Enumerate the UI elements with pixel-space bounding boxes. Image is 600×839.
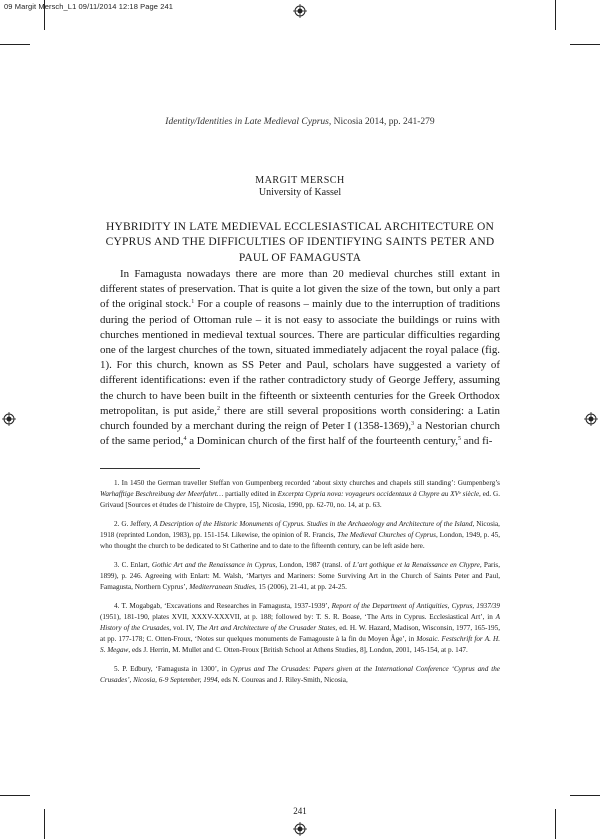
author-name: MARGIT MERSCH — [255, 175, 345, 186]
footnote-ref: 3 — [411, 421, 415, 428]
footnote-2: 2. G. Jeffery, A Description of the Historic Monuments of Cyprus. Studies in the Archaeology and Architecture of the Island, Nicosia, 1918 (reprinted London, 1983), pp. 151-154. Likewise, the opinion of R. Francis, The Medieval Churches of Cyprus, London, 1949, p. 45, who thought the church to be dedicated to St Catherine and to date to the fifteenth century, can be left aside here. — [100, 520, 500, 550]
footnote-ref: 1 — [191, 299, 195, 306]
crop-mark — [555, 0, 556, 30]
footnote-3: 3. C. Enlart, Gothic Art and the Renaissance in Cyprus, London, 1987 (transl. of L’art gothique et la Renaissance en Chypre, Paris, 1899), p. 246. Agreeing with Enlart: M. Walsh, ‘Martyrs and Mariners: Some Surviving Art in the Church of Saints Peter and Paul, Famagusta, Northern Cyprus’, Mediterranean Studies, 15 (2006), 21-41, at pp. 24-25. — [100, 561, 501, 591]
registration-mark-icon — [2, 412, 16, 426]
footnote-ref: 2 — [216, 405, 220, 412]
crop-mark — [570, 44, 600, 45]
footnote-rule — [100, 468, 200, 469]
footnote-ref: 5 — [457, 436, 461, 443]
running-head-pages: Nicosia 2014, pp. 241-279 — [331, 117, 435, 127]
footnote-5: 5. P. Edbury, ‘Famagusta in 1300’, in Cyprus and The Crusades: Papers given at the International Conference ‘Cyprus and the Crusades’, Nicosia, 6-9 September, 1994, eds N. Coureas and J. Riley-Smith, Nicosia, — [100, 665, 500, 684]
registration-mark-icon — [293, 822, 307, 836]
body-text-run: In Famagusta nowadays there are more than 20 medieval churches still extant in different states of preservation. That is quite a lot given the size of the town, but only a part of the original stock. — [100, 268, 500, 311]
crop-mark — [0, 44, 30, 45]
footnote-ref: 4 — [183, 436, 187, 443]
body-paragraph — [100, 267, 500, 449]
page-number: 241 — [293, 806, 307, 816]
printer-slug: 09 Margit Mersch_L1 09/11/2014 12:18 Page 241 — [4, 2, 174, 11]
body-text-run: a Dominican church of the first half of the fourteenth century, — [186, 435, 458, 448]
footnote-4: 4. T. Mogabgab, ‘Excavations and Researches in Famagusta, 1937-1939’, Report of the Department of Antiquities, Cyprus, 1937/39 (1951), 181-190, plates XVII, XXXV-XXXVII, at p. 188; followed by: T. S. R. Boase, ‘The Arts in Cyprus. Ecclesiastical Art’, in A History of the Crusades, vol. IV, The Art and Architecture of the Crusader States, ed. H. W. Hazard, Madison, Wisconsin, 1977, 165-195, at pp. 177-178; C. Otten-Froux, ‘Notes sur quelques monuments de Famagouste à la fin du Moyen Âge’, in Mosaic. Festschrift for A. H. S. Megaw, eds J. Herrin, M. Mullet and C. Otten-Froux [British School at Athens Studies, 8], London, 2001, 145-154, at p. 147. — [100, 602, 500, 654]
running-head-title: Identity/Identities in Late Medieval Cyprus, — [165, 117, 332, 127]
body-text-run: there are still several propositions worth considering: a Latin church founded by a merchant during the reign of Peter I (1358-1369), — [100, 404, 500, 433]
crop-mark — [44, 0, 45, 30]
crop-mark — [0, 795, 30, 796]
registration-mark-icon — [584, 412, 598, 426]
body-text-run: For a couple of reasons – mainly due to the interruption of traditions during the period of Ottoman rule – it is not easy to associate the buildings or ruins with churches mentioned in medieval textual sources. There are particular difficulties regarding one of the largest churches of the town, situated immediately adjacent the royal palace (fig. 1). For this church, known as SS Peter and Paul, scholars have suggested a variety of different identifications: even if the rather contradictory study of George Jeffery, assuming the church to have been built in the fifteenth or sixteenth centuries for the Greek Orthodox metropolitan, is put aside, — [100, 298, 500, 417]
body-text-run: and fi- — [460, 435, 493, 448]
author-affiliation: University of Kassel — [258, 187, 342, 198]
body-text-run: a Nestorian church of the same period, — [100, 420, 500, 448]
footnote-1: 1. In 1450 the German traveller Steffan von Gumpenberg recorded ‘about sixty churches and chapels still standing’: Gumpenberg’s Warhafftige Beschreibung der Meerfahrt… partially edited in Excerpta Cypria nova: voyageurs occidentaux à Chypre au XVᵉ siècle, ed. G. Grivaud [Sources et études de l’histoire de Chypre, 15], Nicosia, 1990, pp. 62-70, no. 14, at p. 63. — [100, 479, 500, 509]
article-title: HYBRIDITY IN LATE MEDIEVAL ECCLESIASTICAL ARCHITECTURE ON CYPRUS AND THE DIFFICULTIES OF IDENTIFYING SAINTS PETER AND PAUL OF FAMAGUSTA — [105, 221, 495, 264]
registration-mark-icon — [293, 4, 307, 18]
crop-mark — [570, 795, 600, 796]
running-head — [0, 117, 600, 127]
footnotes — [100, 478, 500, 694]
